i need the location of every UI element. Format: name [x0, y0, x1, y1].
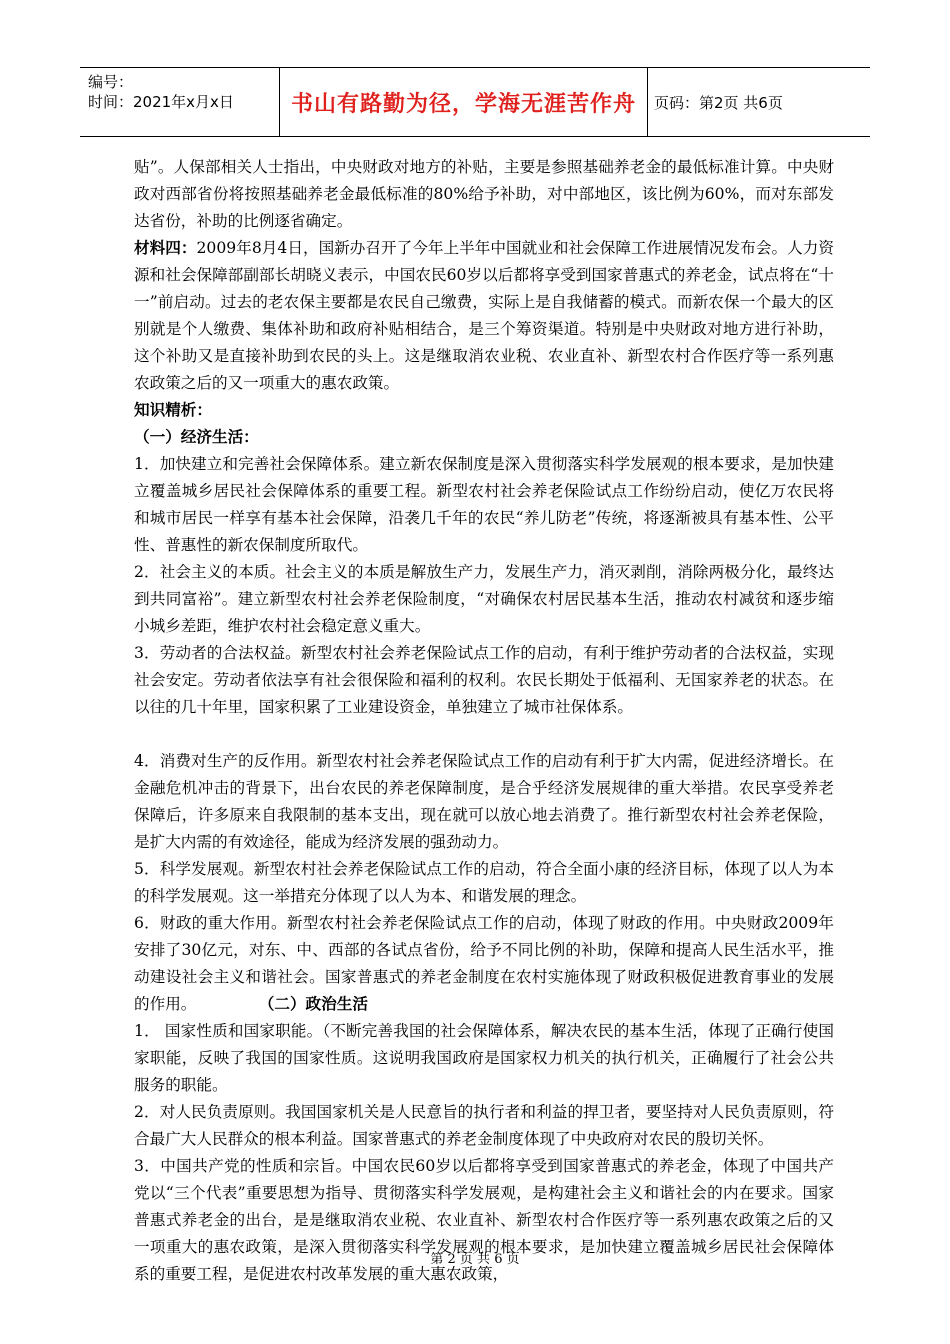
time-label: 时间：2021年x月x日: [88, 93, 234, 111]
heading-material4: 材料四：: [134, 239, 197, 257]
spacer: [134, 721, 834, 748]
paragraph: 2．社会主义的本质。社会主义的本质是解放生产力，发展生产力，消灭剥削，消除两极分化，最终达到共同富裕”。建立新型农村社会养老保险制度，“对确保农村居民基本生活，推动农村减贫和逐步缩小城乡差距，维护农村社会稳定意义重大。: [134, 563, 834, 635]
paragraph: 2．对人民负责原则。我国国家机关是人民意旨的执行者和利益的捍卫者，要坚持对人民负责原则，符合最广大人民群众的根本利益。国家普惠式的养老金制度体现了中央政府对农民的殷切关怀。: [134, 1103, 834, 1148]
document-body: [134, 154, 834, 1288]
page-header: [80, 67, 870, 137]
page-footer: 第 2 页 共 6 页: [430, 1252, 520, 1267]
paragraph-text: 2009年8月4日，国新办召开了今年上半年中国就业和社会保障工作进展情况发布会。人力资源和社会保障部副部长胡晓义表示，中国农民60岁以后都将享受到国家普惠式的养老金，试点将在“十一”前启动。过去的老农保主要都是农民自己缴费，实际上是自我储蓄的模式。而新农保一个最大的区别就是个人缴费、集体补助和政府补贴相结合，是三个筹资渠道。特别是中央财政对地方进行补助，这个补助又是直接补助到农民的头上。这是继取消农业税、农业直补、新型农村合作医疗等一系列惠农政策之后的又一项重大的惠农政策。: [134, 239, 834, 392]
paragraph: 3．劳动者的合法权益。新型农村社会养老保险试点工作的启动，有利于维护劳动者的合法权益，实现社会安定。劳动者依法享有社会很保险和福利的权利。农民长期处于低福利、无国家养老的状态。在以往的几十年里，国家积累了工业建设资金，单独建立了城市社保体系。: [134, 644, 834, 716]
paragraph: 贴”。人保部相关人士指出，中央财政对地方的补贴，主要是参照基础养老金的最低标准计算。中央财政对西部省份将按照基础养老金最低标准的80%给予补助，对中部地区，该比例为60%，而对东部发达省份，补助的比例逐省确定。: [134, 158, 834, 230]
paragraph: [134, 235, 834, 397]
header-meta: [80, 68, 280, 136]
header-motto: 书山有路勤为径，学海无涯苦作舟: [280, 68, 648, 136]
header-page-label: 页码：第2页 共6页: [654, 93, 783, 112]
heading-knowledge: 知识精析：: [134, 401, 212, 419]
heading-politics: （二）政治生活: [258, 995, 368, 1013]
paragraph: 5．科学发展观。新型农村社会养老保险试点工作的启动，符合全面小康的经济目标，体现了以人为本的科学发展观。这一举措充分体现了以人为本、和谐发展的理念。: [134, 860, 834, 905]
paragraph: [134, 910, 834, 1018]
paragraph: 3．中国共产党的性质和宗旨。中国农民60岁以后都将享受到国家普惠式的养老金，体现了中国共产党以“三个代表”重要思想为指导、贯彻落实科学发展观，是构建社会主义和谐社会的内在要求。国家普惠式养老金的出台，是是继取消农业税、农业直补、新型农村合作医疗等一系列惠农政策之后的又一项重大的惠农政策，是深入贯彻落实科学发展观的根本要求，是加快建立覆盖城乡居民社会保障体系的重要工程，是促进农村改革发展的重大惠农政策，: [134, 1157, 834, 1283]
heading-econ: （一）经济生活：: [134, 428, 259, 446]
number-label: 编号：: [88, 73, 134, 91]
paragraph: 1．加快建立和完善社会保障体系。建立新农保制度是深入贯彻落实科学发展观的根本要求，是加快建立覆盖城乡居民社会保障体系的重要工程。新型农村社会养老保险试点工作纷纷启动，使亿万农民将和城市居民一样享有基本社会保障，沿袭几千年的农民“养儿防老”传统，将逐渐被具有基本性、公平性、普惠性的新农保制度所取代。: [134, 455, 834, 554]
paragraph-text: 6．财政的重大作用。新型农村社会养老保险试点工作的启动，体现了财政的作用。中央财政2009年安排了30亿元，对东、中、西部的各试点省份，给予不同比例的补助，保障和提高人民生活水平，推动建设社会主义和谐社会。国家普惠式的养老金制度在农村实施体现了财政积极促进教育事业的发展的作用。: [134, 914, 834, 1013]
paragraph: 1． 国家性质和国家职能。（不断完善我国的社会保障体系，解决农民的基本生活，体现了正确行使国家职能，反映了我国的国家性质。这说明我国政府是国家权力机关的执行机关，正确履行了社会公共服务的职能。: [134, 1022, 834, 1094]
paragraph: 4．消费对生产的反作用。新型农村社会养老保险试点工作的启动有利于扩大内需，促进经济增长。在金融危机冲击的背景下，出台农民的养老保障制度，是合乎经济发展规律的重大举措。农民享受养老保障后，许多原来自我限制的基本支出，现在就可以放心地去消费了。推行新型农村社会养老保险，是扩大内需的有效途径，能成为经济发展的强劲动力。: [134, 752, 834, 851]
